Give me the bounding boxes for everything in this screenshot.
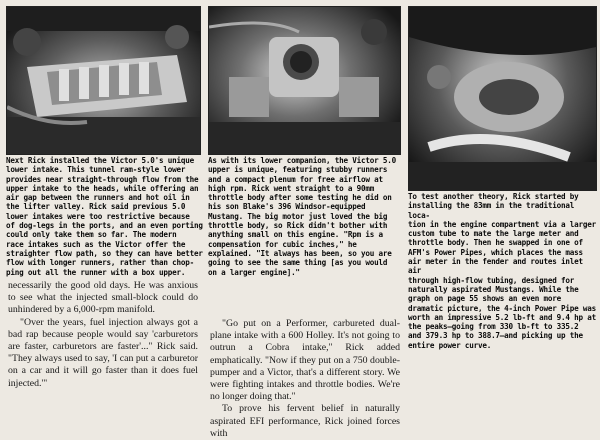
photo3-caption: To test another theory, Rick started by installing the 83mm in the traditional loca- tion in the engine compartment via a larger custom tube to mate the large meter and throttle body. Then he swapped in one of AFM's Power Pipes, which places the mass air meter in the fender and routes inlet air through high-flow tubing, designed for naturally aspirated Mustangs. While the graph on page 55 shows an even more dramatic picture, the 4-inch Power Pipe was worth an impressive 5.2 lb-ft and 9.4 hp at the peaks—going from 330 lb-ft to 335.2 and 379.3 hp to 388.7—and picking up the entire power curve. [408, 192, 596, 350]
engine-photo-lower-intake [6, 6, 201, 155]
body-paragraph: "Over the years, fuel injection always got a bad rap because people would say 'carburetors are faster, carburetors are faster'..." Rick said. "They always used to say, 'I can put a carburetor on a car and it will go faster than it does fuel injected.'" [8, 316, 198, 389]
body-paragraph: necessarily the good old days. He was anxious to see what the injected small-block could do unhindered by a 6,000-rpm manifold. [8, 280, 198, 316]
body-column-1 [8, 280, 198, 390]
body-paragraph: To prove his fervent belief in naturally aspirated EFI performance, Rick joined forces with [210, 403, 400, 439]
engine-photo-power-pipe [408, 6, 597, 191]
engine-photo-upper-intake [208, 6, 401, 155]
photo2-caption: As with its lower companion, the Victor 5.0 upper is unique, featuring stubby runners and a compact plenum for free airflow at high rpm. Rick went straight to a 90mm throttle body after some testing he did on his son Blake's 396 Windsor-equipped Mustang. The big motor just loved the big throttle body, so Rick didn't bother with anything small on this engine. "Rpm is a compensation for cubic inches," he explained. "It always has been, so you are going to see the same thing [as you would on a larger engine]." [208, 156, 396, 277]
body-paragraph: "Go put on a Performer, carbureted dual-plane intake with a 600 Holley. It's not going to outrun a Cobra intake," Rick added emphatically. "Now if they put on a 750 double-pumper and a Victor, that's a different story. We were fighting intakes and throttle bodies. We're no longer doing that." [210, 318, 400, 403]
body-column-2 [210, 318, 400, 440]
photo1-caption: Next Rick installed the Victor 5.0's unique lower intake. This tunnel ram-style lower provides near straight-through flow from the upper intake to the heads, while offering an air gap between the runners and hot oil in the lifter valley. Rick said previous 5.0 lower intakes were too restrictive because of dog-legs in the ports, and an even porting could only take them so far. The modern race intakes such as the Victor offer the straighter flow path, so they can have better flow with longer runners, rather than chop- ping out all the runner with a box upper. [6, 156, 203, 277]
